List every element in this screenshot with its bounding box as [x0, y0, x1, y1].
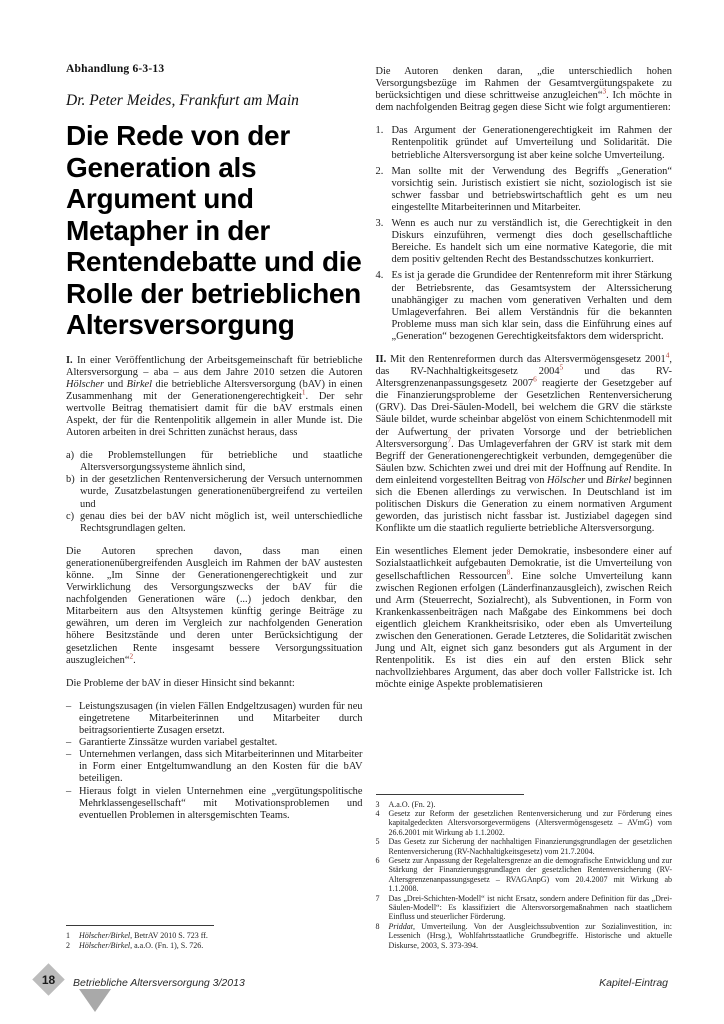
footnote-number: 4	[375, 808, 380, 818]
abc-list	[66, 450, 363, 535]
list-item-marker: 2.	[375, 165, 384, 177]
footnote	[376, 856, 673, 894]
list-item	[66, 737, 363, 749]
footnote-text: A.a.O. (Fn. 2).	[388, 799, 436, 809]
chapter-label: Kapitel-Eintrag	[599, 977, 668, 989]
footnote-text: Hölscher/Birkel, a.a.O. (Fn. 1), S. 726.	[79, 940, 204, 950]
footnote-text: Das „Drei-Schichten-Modell“ ist nicht Ersatz, sondern andere Definition für das „Drei-Säulen-Modell“: Es klassifiziert die Altersvorsorgemaßnahmen nach staatlichem Einfluss und steuerlicher Förderung.	[388, 893, 672, 922]
footnotes-right	[376, 794, 673, 951]
list-item	[66, 786, 363, 822]
list-item-marker: –	[66, 700, 72, 712]
column-left	[66, 62, 363, 950]
list-item-marker: –	[66, 785, 72, 797]
demokratie-paragraph: Ein wesentliches Element jeder Demokratie, insbesondere einer auf Sozialstaatlichkeit aufgebauten Demokratie, ist die Umverteilung von gesellschaftlichen Ressourcen$^8$. Eine solche Umverteilung kann zwischen Regionen erfolgen (Länderfinanzausgleich), zwischen Reich und Arm (Steuerrecht, Sozialrecht), als Subventionen, in Form von Krankenkassenbeiträgen nach Maßgabe des Einkommens bei doch eigentlich gleichem Krankheitsrisiko, oder eben als Umverteilung zwischen den Generationen. Gerade Letzteres, die Solidarität zwischen Jung und Alt, eignet sich ganz besonders gut als Argument in der Rentenpolitik. Es ist dies ein auf den ersten Blick sehr nachvollziehbares Argument, das aber doch voller Fallstricke ist. Ich möchte einige Aspekte problematisieren	[375, 546, 672, 691]
numbered-argument-list	[376, 125, 673, 343]
list-item-text: die Problemstellungen für betriebliche und staatliche Altersversorgungssysteme ähnlich sind,	[80, 450, 363, 474]
list-item	[376, 270, 673, 343]
list-item-text: Das Argument der Generationengerechtigkeit im Rahmen der Rentenpolitik gründet auf Umverteilung und Solidarität. Die betriebliche Altersversorgung ist aber keine solche Umverteilung.	[391, 125, 672, 161]
footnote	[376, 922, 673, 950]
authors-view-paragraph: Die Autoren denken daran, „die unterschiedlich hohen Versorgungsbezüge im Rahmen der Gesamtvergütungspakete zu berücksichtigen und diese schrittweise anzugleichen“$^3$. Ich möchte in dem nachfolgenden Beitrag gegen diese Sicht wie folgt argumentieren:	[375, 66, 672, 114]
probleme-lead: Die Probleme der bAV in dieser Hinsicht sind bekannt:	[66, 677, 295, 689]
footnote-number: 1	[66, 931, 70, 941]
footnote-number: 7	[375, 893, 380, 903]
footnote	[376, 800, 673, 809]
footnote	[376, 809, 673, 837]
footnote-number: 3	[375, 799, 380, 809]
diamond-shadow-icon	[79, 989, 111, 1012]
footnote-number: 2	[66, 940, 70, 950]
list-item	[66, 749, 363, 785]
footnote-text: Gesetz zur Reform der gesetzlichen Rentenversicherung und zur Förderung eines kapitalgedeckten Altersvorsorgevermögens (Altersvermögensgesetz – AVmG) vom 26.6.2001 mit Wirkung ab 1.1.2002.	[388, 808, 672, 837]
footnote-divider	[376, 794, 524, 795]
article-author: Dr. Peter Meides, Frankfurt am Main	[66, 92, 299, 109]
section-two-paragraph: II. Mit den Rentenreformen durch das Altersvermögensgesetz 2001$^4$, das RV-Nachhaltigkeitsgesetz 2004$^5$ und das RV-Altersgrenzenanpassungsgesetz 2007$^6$ reagierte der Gesetzgeber auf die Finanzierungsprobleme der Gesetzlichen Rentenversicherung (GRV). Das Drei-Säulen-Modell, bei welchem die GRV die stärkste Säule bildet, wurde scheinbar abgelöst von einem Schichtenmodell mit der Aufwertung der privaten Vorsorge und der betrieblichen Altersversorgung$^7$. Das Umlageverfahren der GRV ist stark mit dem Begriff der Generationengerechtigkeit verbunden, demgegenüber die Säulen bzw. Schichten zwei und drei mit der Hoffnung auf Rendite. In dem einleitend vorgestellten Beitrag von Hölscher und Birkel beginnen sich die Ebenen allerdings zu verwischen. In Deutschland ist im politischen Diskurs die Generation zu einem normativen Argument geworden, das juristisch nicht fassbar ist. Justiziabel dagegen sind Konflikte um die staatlich regulierte betriebliche Altersversorgung.	[375, 351, 673, 535]
list-item	[66, 511, 363, 535]
article-title: Die Rede von der Generation als Argument und Metapher in der Rentendebatte und die Rolle der betrieblichen Altersversorgung	[66, 120, 362, 340]
list-item-text: Unternehmen verlangen, dass sich Mitarbeiterinnen und Mitarbeiter in Form einer Entgeltumwandlung an den Kosten für die bAV beteiligen.	[79, 749, 363, 785]
list-item-marker: a)	[66, 450, 75, 462]
footnote	[66, 941, 363, 950]
footnotes-left	[66, 925, 363, 950]
footnote-number: 6	[375, 855, 380, 865]
list-item-marker: b)	[66, 474, 75, 486]
list-item	[376, 166, 673, 214]
list-item	[376, 125, 673, 161]
footnote-text: Priddat, Umverteilung. Von der Ausgleichssubvention zur Sozialinvestition, in: Lessenich (Hrsg.), Wohlfahrtsstaatliche Grundbegriffe. Historische und aktuelle Diskurse, 2003, S. 373-394.	[388, 921, 672, 950]
left-body-text	[66, 355, 363, 833]
right-body-text	[376, 66, 673, 692]
list-item	[376, 218, 673, 266]
footnote-number: 8	[375, 921, 380, 931]
footnote	[66, 931, 363, 940]
list-item	[66, 474, 363, 510]
quote-paragraph: Die Autoren sprechen davon, dass man einen generationenübergreifenden Ausgleich im Rahmen der bAV austesten könne. „Im Sinne der Generationengerechtigkeit und zur Verwirklichung des Versorgungszwecks der bAV für die nachfolgenden Generationen wäre (...) jedoch denkbar, den Mitarbeitern aus den Altsystemen künftig geringe Beiträge zu gewähren, um deren im Vergleich zur nachfolgenden Generation höhere Besitzstände und deren unter Berücksichtigung der gesetzlichen Rente insgesamt bessere Versorgungssituation auszugleichen“$^2$.	[66, 545, 363, 666]
list-item-text: Leistungszusagen (in vielen Fällen Endgeltzusagen) wurden für neu eingetretene Mitarbeiterinnen und Mitarbeiter durch beitragsorientierte Zusagen ersetzt.	[79, 700, 363, 737]
list-item-marker: –	[66, 749, 72, 761]
list-item-text: Man sollte mit der Verwendung des Begriffs „Generation“ vorsichtig sein. Juristisch existiert sie nicht, soziologisch ist sie schwer fassbar und betriebswirtschaftlich geht es um neu eingestellte Mitarbeiterinnen und Mitarbeiter.	[391, 165, 672, 213]
footnote-text: Gesetz zur Anpassung der Regelaltersgrenze an die demografische Entwicklung und zur Stärkung der Finanzierungsgrundlagen der gesetzlichen Rentenversicherung (RV-Altersgrenzenanpassungsgesetz – RVAGAnpG) vom 20.4.2007 mit Wirkung ab 1.1.2008.	[388, 855, 672, 894]
list-item-text: Es ist ja gerade die Grundidee der Rentenreform mit ihrer Stärkung der Betriebsrente, das Gesamtsystem der Alterssicherung unabhängiger zu machen vom generativen Verhalten und dem Umlageverfahren. Bei allem Verständnis für die bekannten Probleme muss man sich klar sein, dass die Einführung eines auf „Generation“ bezogenen Gerechtigkeitsfaktors dem widerspricht.	[391, 270, 672, 342]
footnote-divider	[66, 925, 214, 926]
list-item-marker: 4.	[375, 270, 384, 282]
footnote-text: Hölscher/Birkel, BetrAV 2010 S. 723 ff.	[79, 931, 208, 941]
footnote-text: Das Gesetz zur Sicherung der nachhaltigen Finanzierungsgrundlagen der gesetzlichen Rentenversicherung (RV-Nachhaltigkeitsgesetz) vom 21.7.2004.	[388, 837, 672, 856]
list-item-text: Hieraus folgt in vielen Unternehmen eine „vergütungspolitische Mehrklassengesellschaft“ mit Motivationsproblemen und eventuellen Problemen in altersgemischten Teams.	[79, 785, 363, 821]
dash-bullet-list	[66, 701, 363, 822]
page-number: 18	[41, 972, 56, 987]
journal-title: Betriebliche Altersversorgung 3/2013	[73, 977, 245, 989]
list-item-marker: 3.	[375, 218, 384, 230]
two-column-layout	[66, 62, 672, 950]
article-rubric: Abhandlung 6-3-13	[66, 63, 165, 75]
list-item-text: in der gesetzlichen Rentenversicherung der Versuch unternommen wurde, Zusatzbelastungen generationenübergreifend zu verteilen und	[80, 474, 363, 510]
list-item-marker: –	[66, 737, 72, 749]
list-item-marker: c)	[66, 510, 75, 522]
list-item-marker: 1.	[375, 125, 384, 137]
page-footer	[0, 956, 724, 1024]
list-item-text: genau dies bei der bAV nicht möglich ist, weil unterschiedliche Rechtsgrundlagen gelten.	[80, 510, 363, 534]
list-item	[66, 450, 363, 474]
list-item	[66, 701, 363, 737]
footnote	[376, 837, 673, 856]
list-item-text: Garantierte Zinssätze wurden variabel gestaltet.	[79, 737, 278, 749]
footnote	[376, 894, 673, 922]
footnote-number: 5	[375, 837, 380, 847]
list-item-text: Wenn es auch nur zu verständlich ist, die Gerechtigkeit in den Diskurs einzuführen, vermengt dies doch gesellschaftliche Bereiche. Es handelt sich um eine normative Kategorie, die mit dem positiv geltenden Recht des Bestandsschutzes konkurriert.	[391, 218, 672, 266]
column-right	[376, 62, 673, 950]
intro-paragraph: I. In einer Veröffentlichung der Arbeitsgemeinschaft für betriebliche Altersversorgung – aba – aus dem Jahre 2010 setzen die Autoren Hölscher und Birkel die betriebliche Altersversorgung (bAV) in einen Zusammenhang mit der Generationengerechtigkeit$^1$. Der sehr wertvolle Beitrag thematisiert damit für die bAV erstmals einen Aspekt, der für die Rentenpolitik allgemein in aller Munde ist. Die Autoren arbeiten in drei Schritten zunächst heraus, dass	[66, 354, 363, 439]
